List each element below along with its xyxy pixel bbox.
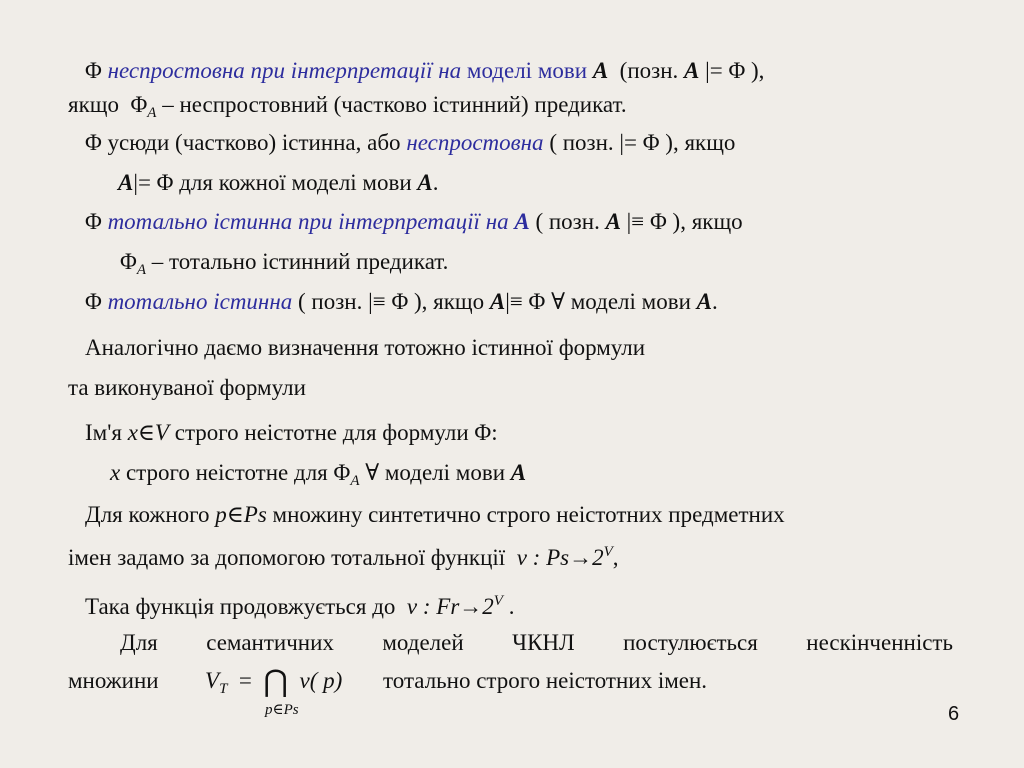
notation-rest: |= Φ ), <box>705 58 765 83</box>
text: Φ усюди (частково) істинна, або <box>85 130 401 155</box>
x-in-V: x∈V <box>127 420 169 445</box>
line-8: Аналогічно даємо визначення тотожно істинної формули <box>85 335 646 360</box>
phi-symbol: Φ <box>120 249 137 274</box>
line-12 <box>85 500 785 530</box>
model-A: A <box>592 58 609 83</box>
line-16 <box>68 666 159 696</box>
line-4: A|= Φ для кожної моделі мови A. <box>118 170 439 195</box>
text: множину синтетично строго неістотних предметних <box>272 502 785 527</box>
term-totally-true-under-interpretation: тотально істинна при інтерпретації на <box>107 209 509 234</box>
line-14: Така функція продовжується до ν : $Fr\to 2^V$ . <box>85 593 515 619</box>
subscript-A: A <box>136 262 146 278</box>
text: Ім'я <box>85 420 122 445</box>
model-A: A <box>417 170 433 195</box>
term-irrefutable: неспростовна <box>406 130 544 155</box>
text: |≡ Φ ∀ моделі мови <box>505 289 691 314</box>
text: ( позн. |≡ Φ ), якщо <box>298 289 485 314</box>
word: нескінченність <box>806 630 953 655</box>
word: Для <box>120 630 158 655</box>
superscript-V: V <box>603 544 613 560</box>
text: тотально строго неістотних імен. <box>383 668 708 693</box>
function-nu-Ps: ν : Ps→2 <box>516 545 604 570</box>
text: Така функція продовжується до <box>85 594 396 619</box>
text: – неспростовний (частково істинний) предикат. <box>162 92 627 117</box>
page-number: 6 <box>948 703 960 725</box>
variable-x: x <box>110 460 121 485</box>
model-A: A <box>684 58 700 83</box>
word: семантичних <box>206 630 334 655</box>
text: строго неістотне для Φ <box>125 460 351 485</box>
word: моделей <box>382 630 464 655</box>
model-of-language-text: моделі мови <box>466 58 588 83</box>
intersection-symbol: ⋂ <box>263 665 288 698</box>
line-10 <box>85 418 498 448</box>
line-1 <box>85 56 764 86</box>
text: – тотально істинний предикат. <box>151 249 449 274</box>
text: |≡ Φ ), якщо <box>626 209 743 234</box>
model-A: A <box>696 289 712 314</box>
text: |= Φ для кожної моделі мови <box>133 170 412 195</box>
line-15 <box>68 628 953 658</box>
superscript-V: V <box>493 593 503 609</box>
text: Для кожного <box>85 502 210 527</box>
text: ∀ моделі мови <box>365 460 506 485</box>
function-nu-Fr: ν : Fr→2 <box>406 594 494 619</box>
text: ( позн. <box>535 209 600 234</box>
line-6 <box>120 247 448 285</box>
intersection-index: p∈Ps <box>265 702 299 718</box>
model-A: A <box>510 460 527 485</box>
text: строго неістотне для формули Φ: <box>174 420 498 445</box>
text: ( позн. |= Φ ), якщо <box>549 130 736 155</box>
subscript-T: T <box>219 681 228 697</box>
term-totally-true: тотально істинна <box>107 289 293 314</box>
subscript-A: A <box>147 105 157 121</box>
text: імен задамо за допомогою тотальної функції <box>68 545 506 570</box>
model-A: A <box>514 209 530 234</box>
word: постулюється <box>623 630 758 655</box>
p-in-Ps: p∈Ps <box>215 502 267 527</box>
term-irrefutable-under-interpretation: неспростовна при інтерпретації на <box>107 58 462 83</box>
phi-symbol: Φ <box>130 92 148 117</box>
variable-V: V <box>205 668 220 693</box>
model-A: A <box>118 170 134 195</box>
line-2 <box>68 90 627 128</box>
line-13: імен задамо за допомогою тотальної функції ν : $Ps\to 2^V$, <box>68 544 619 570</box>
line-5 <box>85 207 743 237</box>
line-7: Φ тотально істинна ( позн. |≡ Φ ), якщо A|≡ Φ ∀ моделі мови A. <box>85 289 718 314</box>
formula-VT <box>205 666 342 704</box>
phi-symbol: Φ <box>85 289 102 314</box>
subscript-A: A <box>350 473 360 489</box>
line-16-rest <box>383 666 707 696</box>
line-11 <box>110 458 526 496</box>
phi-symbol: Φ <box>85 58 102 83</box>
model-A: A <box>489 289 506 314</box>
nu-of-p: ν( p) <box>299 668 343 693</box>
line-9: та виконуваної формули <box>68 375 306 400</box>
word: ЧКНЛ <box>512 630 575 655</box>
text: якщо <box>68 92 119 117</box>
model-A: A <box>605 209 621 234</box>
notation-prefix: (позн. <box>619 58 679 83</box>
equals-sign: = <box>238 668 252 693</box>
text: множини <box>68 668 159 693</box>
phi-symbol: Φ <box>85 209 102 234</box>
line-3 <box>85 128 735 158</box>
